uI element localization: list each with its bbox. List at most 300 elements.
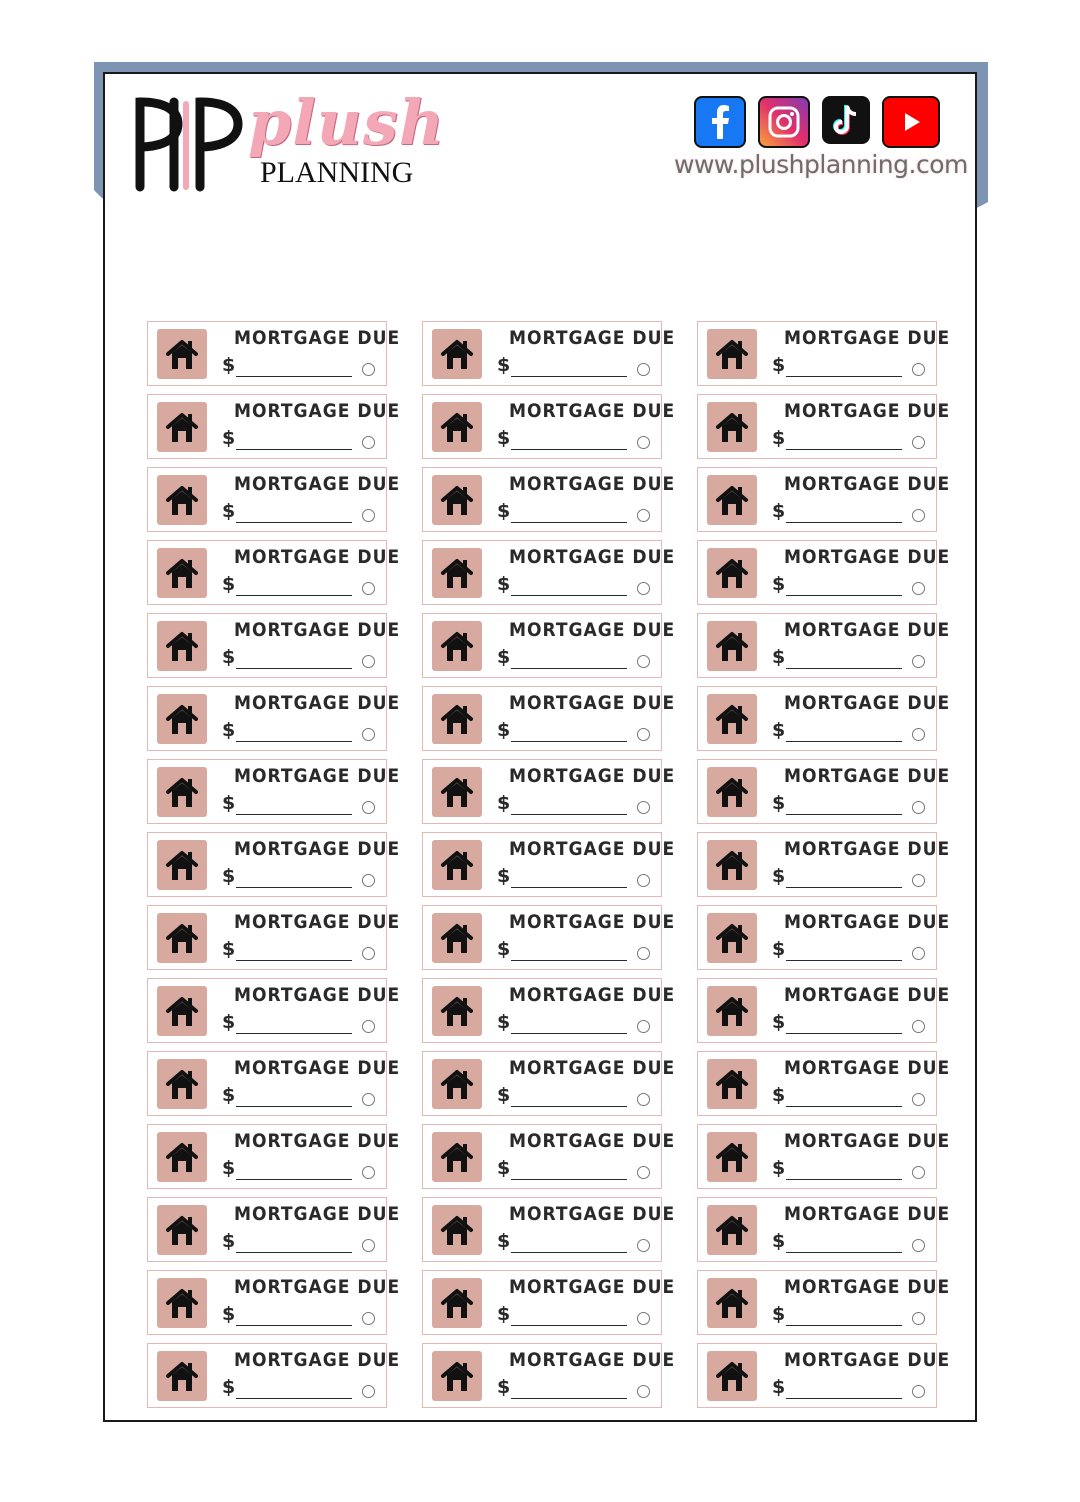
house-icon (439, 1140, 475, 1174)
checkbox-circle[interactable] (637, 728, 650, 741)
checkbox-circle[interactable] (362, 582, 375, 595)
house-icon (164, 556, 200, 590)
mortgage-sticker (147, 1343, 401, 1408)
amount-write-line[interactable] (786, 449, 902, 450)
sticker-title: MORTGAGE DUE (784, 911, 951, 933)
amount-write-line[interactable] (511, 960, 627, 961)
currency-sign: $ (772, 1157, 786, 1179)
house-icon (439, 848, 475, 882)
amount-write-line[interactable] (236, 887, 352, 888)
house-icon-tile (432, 1205, 482, 1255)
house-icon-tile (157, 767, 207, 817)
checkbox-circle[interactable] (912, 509, 925, 522)
checkbox-circle[interactable] (912, 1312, 925, 1325)
currency-sign: $ (222, 792, 236, 814)
sticker-title: MORTGAGE DUE (234, 765, 401, 787)
checkbox-circle[interactable] (912, 655, 925, 668)
youtube-icon[interactable] (882, 96, 940, 148)
instagram-icon[interactable] (758, 96, 810, 148)
currency-sign: $ (222, 500, 236, 522)
mortgage-sticker (422, 1124, 676, 1189)
house-icon-tile (707, 402, 757, 452)
currency-sign: $ (497, 354, 511, 376)
website-url[interactable]: www.plushplanning.com (674, 150, 968, 179)
checkbox-circle[interactable] (637, 582, 650, 595)
currency-sign: $ (772, 938, 786, 960)
mortgage-sticker (697, 321, 951, 386)
house-icon (714, 1359, 750, 1393)
pp-monogram-icon (130, 92, 250, 192)
amount-write-line[interactable] (236, 1325, 352, 1326)
amount-write-line[interactable] (786, 1179, 902, 1180)
mortgage-sticker (697, 1124, 951, 1189)
checkbox-circle[interactable] (362, 1312, 375, 1325)
checkbox-circle[interactable] (912, 1166, 925, 1179)
currency-sign: $ (772, 573, 786, 595)
amount-write-line[interactable] (786, 376, 902, 377)
sticker-title: MORTGAGE DUE (509, 619, 676, 641)
checkbox-circle[interactable] (637, 1166, 650, 1179)
house-icon-tile (157, 329, 207, 379)
amount-write-line[interactable] (236, 741, 352, 742)
sticker-title: MORTGAGE DUE (509, 838, 676, 860)
sticker-title: MORTGAGE DUE (234, 619, 401, 641)
house-icon-tile (157, 621, 207, 671)
amount-write-line[interactable] (786, 522, 902, 523)
house-icon (164, 629, 200, 663)
currency-sign: $ (222, 427, 236, 449)
house-icon (714, 921, 750, 955)
currency-sign: $ (772, 1303, 786, 1325)
amount-write-line[interactable] (511, 522, 627, 523)
currency-sign: $ (222, 354, 236, 376)
mortgage-sticker (147, 321, 401, 386)
house-icon-tile (432, 621, 482, 671)
currency-sign: $ (222, 1230, 236, 1252)
house-icon-tile (432, 1059, 482, 1109)
house-icon (164, 1286, 200, 1320)
amount-write-line[interactable] (786, 668, 902, 669)
house-icon-tile (707, 767, 757, 817)
house-icon-tile (157, 402, 207, 452)
currency-sign: $ (497, 427, 511, 449)
mortgage-sticker (147, 613, 401, 678)
currency-sign: $ (497, 938, 511, 960)
currency-sign: $ (222, 573, 236, 595)
amount-write-line[interactable] (236, 595, 352, 596)
currency-sign: $ (222, 865, 236, 887)
house-icon (714, 556, 750, 590)
house-icon (439, 1359, 475, 1393)
sticker-title: MORTGAGE DUE (509, 327, 676, 349)
house-icon-tile (432, 329, 482, 379)
amount-write-line[interactable] (786, 887, 902, 888)
house-icon-tile (707, 1278, 757, 1328)
mortgage-sticker (422, 1270, 676, 1335)
house-icon-tile (707, 329, 757, 379)
checkbox-circle[interactable] (362, 1385, 375, 1398)
mortgage-sticker (422, 978, 676, 1043)
sticker-title: MORTGAGE DUE (509, 1057, 676, 1079)
amount-write-line[interactable] (511, 887, 627, 888)
sticker-title: MORTGAGE DUE (234, 400, 401, 422)
currency-sign: $ (772, 1376, 786, 1398)
sticker-title: MORTGAGE DUE (509, 400, 676, 422)
currency-sign: $ (772, 719, 786, 741)
house-icon (164, 1140, 200, 1174)
mortgage-sticker (697, 467, 951, 532)
mortgage-sticker (422, 759, 676, 824)
mortgage-sticker (147, 394, 401, 459)
amount-write-line[interactable] (511, 1398, 627, 1399)
mortgage-sticker (147, 759, 401, 824)
currency-sign: $ (497, 1303, 511, 1325)
house-icon (714, 1213, 750, 1247)
checkbox-circle[interactable] (637, 1385, 650, 1398)
house-icon (714, 994, 750, 1028)
amount-write-line[interactable] (236, 449, 352, 450)
house-icon-tile (157, 986, 207, 1036)
house-icon (714, 410, 750, 444)
currency-sign: $ (497, 1230, 511, 1252)
currency-sign: $ (222, 646, 236, 668)
checkbox-circle[interactable] (637, 1312, 650, 1325)
house-icon-tile (707, 840, 757, 890)
currency-sign: $ (222, 1157, 236, 1179)
checkbox-circle[interactable] (912, 1385, 925, 1398)
sticker-title: MORTGAGE DUE (509, 546, 676, 568)
sticker-title: MORTGAGE DUE (784, 692, 951, 714)
amount-write-line[interactable] (786, 960, 902, 961)
checkbox-circle[interactable] (637, 874, 650, 887)
house-icon-tile (157, 694, 207, 744)
checkbox-circle[interactable] (637, 947, 650, 960)
house-icon-tile (707, 1205, 757, 1255)
sticker-title: MORTGAGE DUE (234, 546, 401, 568)
checkbox-circle[interactable] (912, 1239, 925, 1252)
sticker-title: MORTGAGE DUE (234, 473, 401, 495)
house-icon (439, 775, 475, 809)
mortgage-sticker (147, 832, 401, 897)
sticker-title: MORTGAGE DUE (784, 546, 951, 568)
sticker-title: MORTGAGE DUE (784, 1349, 951, 1371)
sticker-title: MORTGAGE DUE (234, 838, 401, 860)
checkbox-circle[interactable] (912, 436, 925, 449)
sticker-title: MORTGAGE DUE (509, 1203, 676, 1225)
house-icon (439, 702, 475, 736)
mortgage-sticker (422, 540, 676, 605)
checkbox-circle[interactable] (362, 947, 375, 960)
mortgage-sticker (422, 1197, 676, 1262)
house-icon-tile (707, 694, 757, 744)
brand-name-caps: PLANNING (260, 156, 414, 189)
sticker-grid (147, 321, 951, 1408)
amount-write-line[interactable] (786, 1398, 902, 1399)
house-icon-tile (432, 1351, 482, 1401)
house-icon (164, 994, 200, 1028)
currency-sign: $ (497, 1157, 511, 1179)
sticker-title: MORTGAGE DUE (234, 1130, 401, 1152)
checkbox-circle[interactable] (637, 1239, 650, 1252)
house-icon-tile (157, 840, 207, 890)
house-icon (439, 921, 475, 955)
house-icon-tile (157, 1278, 207, 1328)
checkbox-circle[interactable] (912, 363, 925, 376)
house-icon-tile (157, 1351, 207, 1401)
tiktok-icon[interactable] (822, 96, 870, 144)
sticker-title: MORTGAGE DUE (234, 1276, 401, 1298)
checkbox-circle[interactable] (637, 655, 650, 668)
currency-sign: $ (497, 792, 511, 814)
currency-sign: $ (222, 938, 236, 960)
mortgage-sticker (147, 1124, 401, 1189)
checkbox-circle[interactable] (362, 509, 375, 522)
sticker-title: MORTGAGE DUE (784, 1276, 951, 1298)
currency-sign: $ (222, 1084, 236, 1106)
house-icon (439, 337, 475, 371)
sticker-title: MORTGAGE DUE (509, 1130, 676, 1152)
house-icon-tile (432, 694, 482, 744)
amount-write-line[interactable] (511, 1252, 627, 1253)
house-icon (714, 775, 750, 809)
house-icon (164, 337, 200, 371)
sticker-title: MORTGAGE DUE (234, 692, 401, 714)
amount-write-line[interactable] (236, 376, 352, 377)
checkbox-circle[interactable] (912, 947, 925, 960)
checkbox-circle[interactable] (637, 363, 650, 376)
mortgage-sticker (147, 905, 401, 970)
currency-sign: $ (772, 792, 786, 814)
currency-sign: $ (772, 1011, 786, 1033)
facebook-icon[interactable] (694, 96, 746, 148)
mortgage-sticker (697, 759, 951, 824)
currency-sign: $ (497, 1376, 511, 1398)
checkbox-circle[interactable] (362, 1093, 375, 1106)
currency-sign: $ (772, 427, 786, 449)
mortgage-sticker (147, 1270, 401, 1335)
house-icon-tile (432, 1278, 482, 1328)
checkbox-circle[interactable] (912, 728, 925, 741)
amount-write-line[interactable] (511, 595, 627, 596)
amount-write-line[interactable] (236, 1106, 352, 1107)
house-icon (714, 1067, 750, 1101)
amount-write-line[interactable] (511, 814, 627, 815)
amount-write-line[interactable] (786, 1033, 902, 1034)
mortgage-sticker (422, 613, 676, 678)
currency-sign: $ (772, 500, 786, 522)
house-icon (164, 702, 200, 736)
amount-write-line[interactable] (511, 449, 627, 450)
house-icon (439, 629, 475, 663)
amount-write-line[interactable] (236, 1398, 352, 1399)
house-icon (714, 337, 750, 371)
sticker-title: MORTGAGE DUE (234, 911, 401, 933)
checkbox-circle[interactable] (362, 874, 375, 887)
amount-write-line[interactable] (786, 595, 902, 596)
house-icon-tile (432, 475, 482, 525)
mortgage-sticker (147, 540, 401, 605)
sticker-title: MORTGAGE DUE (784, 400, 951, 422)
amount-write-line[interactable] (236, 1252, 352, 1253)
house-icon-tile (707, 621, 757, 671)
checkbox-circle[interactable] (362, 655, 375, 668)
house-icon-tile (707, 548, 757, 598)
mortgage-sticker (697, 1051, 951, 1116)
mortgage-sticker (697, 540, 951, 605)
house-icon-tile (432, 402, 482, 452)
house-icon-tile (157, 1205, 207, 1255)
sticker-title: MORTGAGE DUE (784, 619, 951, 641)
amount-write-line[interactable] (236, 814, 352, 815)
sticker-title: MORTGAGE DUE (784, 1203, 951, 1225)
amount-write-line[interactable] (511, 668, 627, 669)
amount-write-line[interactable] (236, 1179, 352, 1180)
sticker-title: MORTGAGE DUE (234, 1203, 401, 1225)
currency-sign: $ (497, 573, 511, 595)
house-icon (439, 483, 475, 517)
currency-sign: $ (497, 1084, 511, 1106)
amount-write-line[interactable] (511, 741, 627, 742)
checkbox-circle[interactable] (362, 801, 375, 814)
house-icon-tile (157, 548, 207, 598)
sticker-title: MORTGAGE DUE (784, 1130, 951, 1152)
sticker-title: MORTGAGE DUE (784, 1057, 951, 1079)
checkbox-circle[interactable] (637, 1093, 650, 1106)
house-icon-tile (432, 548, 482, 598)
house-icon-tile (707, 986, 757, 1036)
currency-sign: $ (772, 1084, 786, 1106)
house-icon (439, 556, 475, 590)
checkbox-circle[interactable] (362, 1239, 375, 1252)
house-icon-tile (157, 475, 207, 525)
house-icon (439, 1067, 475, 1101)
mortgage-sticker (697, 978, 951, 1043)
house-icon-tile (707, 475, 757, 525)
house-icon (164, 1067, 200, 1101)
amount-write-line[interactable] (511, 1179, 627, 1180)
checkbox-circle[interactable] (362, 363, 375, 376)
house-icon-tile (707, 1132, 757, 1182)
amount-write-line[interactable] (786, 1252, 902, 1253)
checkbox-circle[interactable] (362, 1020, 375, 1033)
currency-sign: $ (497, 1011, 511, 1033)
mortgage-sticker (422, 1343, 676, 1408)
house-icon-tile (157, 913, 207, 963)
social-links (694, 96, 940, 148)
amount-write-line[interactable] (511, 1033, 627, 1034)
sticker-title: MORTGAGE DUE (509, 1276, 676, 1298)
house-icon-tile (707, 1059, 757, 1109)
amount-write-line[interactable] (236, 522, 352, 523)
mortgage-sticker (147, 686, 401, 751)
house-icon-tile (432, 840, 482, 890)
currency-sign: $ (222, 1303, 236, 1325)
sticker-title: MORTGAGE DUE (234, 984, 401, 1006)
mortgage-sticker (422, 394, 676, 459)
sticker-title: MORTGAGE DUE (509, 765, 676, 787)
checkbox-circle[interactable] (362, 728, 375, 741)
sticker-title: MORTGAGE DUE (234, 327, 401, 349)
currency-sign: $ (772, 1230, 786, 1252)
mortgage-sticker (697, 1270, 951, 1335)
amount-write-line[interactable] (511, 1325, 627, 1326)
amount-write-line[interactable] (786, 1325, 902, 1326)
checkbox-circle[interactable] (912, 1093, 925, 1106)
checkbox-circle[interactable] (637, 436, 650, 449)
amount-write-line[interactable] (786, 1106, 902, 1107)
currency-sign: $ (222, 719, 236, 741)
checkbox-circle[interactable] (637, 801, 650, 814)
amount-write-line[interactable] (786, 814, 902, 815)
house-icon (714, 629, 750, 663)
mortgage-sticker (147, 1051, 401, 1116)
sticker-title: MORTGAGE DUE (509, 911, 676, 933)
amount-write-line[interactable] (511, 376, 627, 377)
house-icon (164, 921, 200, 955)
house-icon (164, 1359, 200, 1393)
mortgage-sticker (697, 686, 951, 751)
currency-sign: $ (772, 354, 786, 376)
checkbox-circle[interactable] (637, 1020, 650, 1033)
checkbox-circle[interactable] (912, 874, 925, 887)
checkbox-circle[interactable] (637, 509, 650, 522)
house-icon (714, 1140, 750, 1174)
sticker-title: MORTGAGE DUE (784, 984, 951, 1006)
mortgage-sticker (422, 467, 676, 532)
amount-write-line[interactable] (236, 1033, 352, 1034)
brand-logo (130, 86, 445, 202)
mortgage-sticker (147, 467, 401, 532)
amount-write-line[interactable] (236, 668, 352, 669)
mortgage-sticker (697, 832, 951, 897)
house-icon-tile (707, 913, 757, 963)
currency-sign: $ (222, 1011, 236, 1033)
house-icon (164, 1213, 200, 1247)
mortgage-sticker (422, 321, 676, 386)
sticker-title: MORTGAGE DUE (784, 473, 951, 495)
sticker-title: MORTGAGE DUE (784, 327, 951, 349)
house-icon-tile (432, 767, 482, 817)
house-icon (714, 702, 750, 736)
amount-write-line[interactable] (786, 741, 902, 742)
house-icon-tile (432, 1132, 482, 1182)
currency-sign: $ (497, 865, 511, 887)
house-icon-tile (707, 1351, 757, 1401)
house-icon-tile (157, 1132, 207, 1182)
mortgage-sticker (697, 394, 951, 459)
house-icon (164, 775, 200, 809)
sticker-title: MORTGAGE DUE (234, 1057, 401, 1079)
mortgage-sticker (147, 1197, 401, 1262)
currency-sign: $ (497, 719, 511, 741)
sticker-title: MORTGAGE DUE (784, 765, 951, 787)
sticker-title: MORTGAGE DUE (509, 692, 676, 714)
currency-sign: $ (222, 1376, 236, 1398)
checkbox-circle[interactable] (912, 1020, 925, 1033)
checkbox-circle[interactable] (362, 436, 375, 449)
amount-write-line[interactable] (511, 1106, 627, 1107)
currency-sign: $ (497, 646, 511, 668)
amount-write-line[interactable] (236, 960, 352, 961)
checkbox-circle[interactable] (912, 801, 925, 814)
mortgage-sticker (147, 978, 401, 1043)
checkbox-circle[interactable] (912, 582, 925, 595)
checkbox-circle[interactable] (362, 1166, 375, 1179)
sticker-title: MORTGAGE DUE (509, 1349, 676, 1371)
sticker-title: MORTGAGE DUE (509, 473, 676, 495)
house-icon (439, 994, 475, 1028)
house-icon-tile (157, 1059, 207, 1109)
